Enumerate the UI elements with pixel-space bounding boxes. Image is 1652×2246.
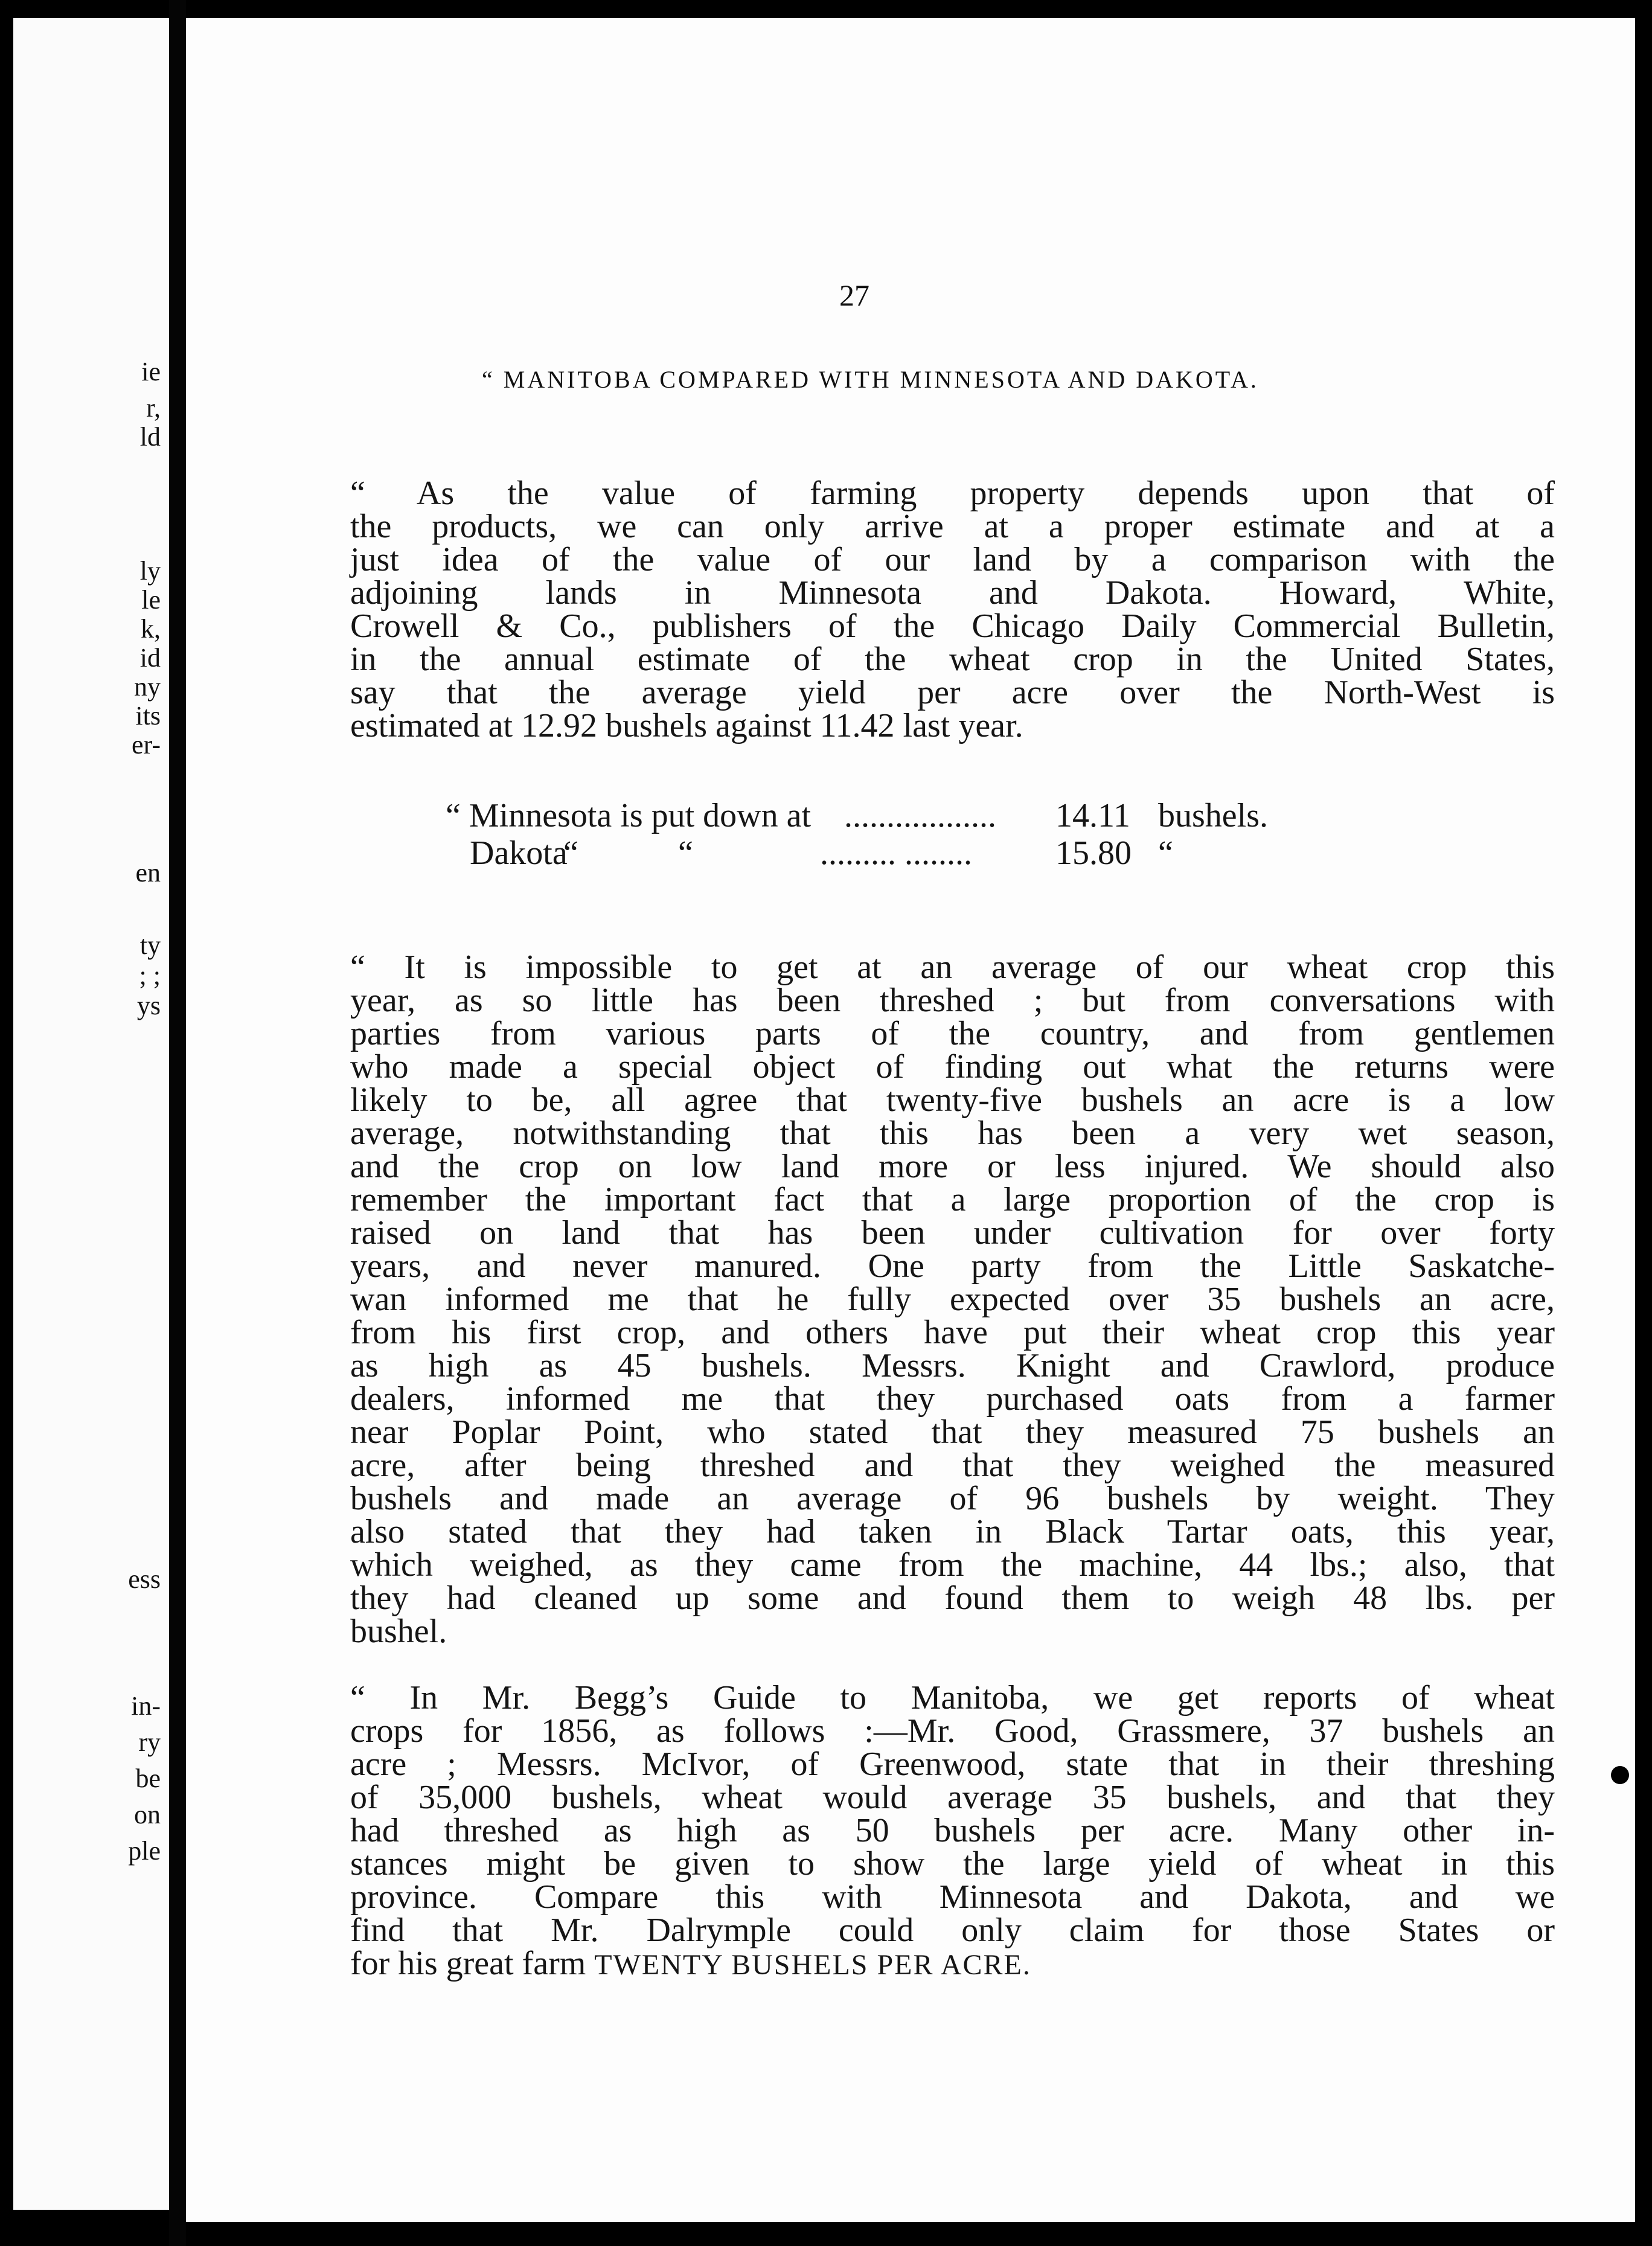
- facing-page-fragment: ty: [139, 930, 161, 960]
- yield-dots: ..................: [844, 797, 996, 834]
- text-line: dealers, informed me that they purchased oats from a farmer: [350, 1380, 1555, 1418]
- text-line: Crowell & Co., publishers of the Chicago Daily Commercial Bulletin,: [350, 607, 1555, 645]
- text-line: the products, we can only arrive at a proper estimate and at a: [350, 508, 1555, 545]
- facing-page-fragment: ; ;: [139, 961, 161, 990]
- facing-page-fragment: ny: [134, 672, 161, 702]
- facing-page-fragment: le: [141, 585, 161, 615]
- paragraph-wheat-average: [350, 951, 1555, 1648]
- facing-page-fragment: en: [135, 858, 161, 888]
- text-line: of 35,000 bushels, wheat would average 35 bushels, and that they: [350, 1779, 1555, 1816]
- text-line: bushel.: [350, 1613, 447, 1650]
- text-line: raised on land that has been under cultivation for over forty: [350, 1214, 1555, 1252]
- text-line: as high as 45 bushels. Messrs. Knight and Crawlord, produce: [350, 1347, 1555, 1384]
- book-page: [186, 18, 1635, 2222]
- facing-page-fragment: er-: [132, 730, 161, 760]
- text-line: “ It is impossible to get at an average of our wheat crop this: [350, 949, 1555, 986]
- facing-page-fragment: ie: [141, 357, 161, 386]
- yield-ditto2: “: [678, 834, 693, 872]
- facing-page-edge: [13, 18, 169, 2210]
- section-heading: “ MANITOBA COMPARED WITH MINNESOTA AND DAKOTA.: [482, 366, 1259, 393]
- facing-page-fragment: on: [134, 1800, 161, 1829]
- text-line: who made a special object of finding out what the returns were: [350, 1048, 1555, 1086]
- paragraph-begg-guide: [350, 1681, 1555, 1982]
- text-line: acre, after being threshed and that they weighed the measured: [350, 1447, 1555, 1484]
- yield-unit: bushels.: [1158, 797, 1268, 834]
- text-line: crops for 1856, as follows :—Mr. Good, Grassmere, 37 bushels an: [350, 1712, 1555, 1750]
- facing-page-fragment: ly: [139, 556, 161, 586]
- text-line: adjoining lands in Minnesota and Dakota. Howard, White,: [350, 574, 1555, 612]
- text-line: likely to be, all agree that twenty-five bushels an acre is a low: [350, 1081, 1555, 1119]
- text-line: which weighed, as they came from the machine, 44 lbs.; also, that: [350, 1546, 1555, 1584]
- facing-page-fragment: k,: [141, 614, 161, 644]
- text-line: “ As the value of farming property depends upon that of: [350, 475, 1555, 512]
- text-line: province. Compare this with Minnesota and Dakota, and we: [350, 1878, 1555, 1916]
- text-line: just idea of the value of our land by a comparison with the: [350, 541, 1555, 578]
- facing-page-fragment: ld: [139, 422, 161, 452]
- yield-label: “ Minnesota is put down at: [446, 797, 812, 834]
- text-line: stances might be given to show the large yield of wheat in this: [350, 1845, 1555, 1883]
- facing-page-fragment: r,: [146, 393, 161, 423]
- text-line: parties from various parts of the country, and from gentlemen: [350, 1015, 1555, 1052]
- text-line: remember the important fact that a large proportion of the crop is: [350, 1181, 1555, 1218]
- yield-value: 14.11: [1055, 797, 1130, 834]
- text-line: they had cleaned up some and found them to weigh 48 lbs. per: [350, 1579, 1555, 1617]
- small-caps-emphasis: TWENTY BUSHELS PER ACRE.: [594, 1949, 1031, 1981]
- ink-spot: [1611, 1766, 1629, 1784]
- text-line: and the crop on low land more or less injured. We should also: [350, 1148, 1555, 1185]
- page-number: 27: [839, 278, 869, 312]
- gutter: [169, 0, 186, 2246]
- facing-page-fragment: id: [139, 643, 161, 673]
- yield-label: Dakota: [470, 834, 568, 872]
- facing-page-fragment: its: [135, 701, 161, 731]
- text-line: had threshed as high as 50 bushels per acre. Many other in-: [350, 1812, 1555, 1849]
- text-line: also stated that they had taken in Black Tartar oats, this year,: [350, 1513, 1555, 1550]
- text-line: in the annual estimate of the wheat crop in the United States,: [350, 641, 1555, 678]
- text-fragment: for his great farm: [350, 1945, 595, 1982]
- yield-unit: “: [1158, 834, 1173, 872]
- text-line: acre ; Messrs. McIvor, of Greenwood, state that in their threshing: [350, 1745, 1555, 1783]
- yield-dots: ......... ........: [820, 834, 972, 872]
- text-line: [350, 1947, 1555, 1982]
- text-line: average, notwithstanding that this has been a very wet season,: [350, 1115, 1555, 1152]
- text-line: “ In Mr. Begg’s Guide to Manitoba, we get reports of wheat: [350, 1679, 1555, 1716]
- text-line: estimated at 12.92 bushels against 11.42 last year.: [350, 707, 1023, 744]
- text-line: say that the average yield per acre over the North-West is: [350, 674, 1555, 711]
- text-line: from his first crop, and others have put their wheat crop this year: [350, 1314, 1555, 1351]
- text-line: year, as so little has been threshed ; but from conversations with: [350, 982, 1555, 1019]
- facing-page-fragment: ple: [128, 1836, 161, 1866]
- facing-page-fragment: in-: [131, 1691, 161, 1721]
- text-line: near Poplar Point, who stated that they measured 75 bushels an: [350, 1413, 1555, 1451]
- facing-page-fragment: be: [135, 1764, 161, 1793]
- text-line: years, and never manured. One party from the Little Saskatche-: [350, 1247, 1555, 1285]
- facing-page-fragment: ry: [138, 1727, 161, 1757]
- paragraph-value-estimate: [350, 477, 1555, 743]
- text-line: wan informed me that he fully expected over 35 bushels an acre,: [350, 1281, 1555, 1318]
- text-line: find that Mr. Dalrymple could only claim for those States or: [350, 1912, 1555, 1949]
- facing-page-fragment: ess: [128, 1564, 161, 1594]
- text-line: bushels and made an average of 96 bushels by weight. They: [350, 1480, 1555, 1517]
- yield-value: 15.80: [1055, 834, 1132, 872]
- yield-ditto1: “: [563, 834, 578, 872]
- facing-page-fragment: ys: [136, 991, 161, 1020]
